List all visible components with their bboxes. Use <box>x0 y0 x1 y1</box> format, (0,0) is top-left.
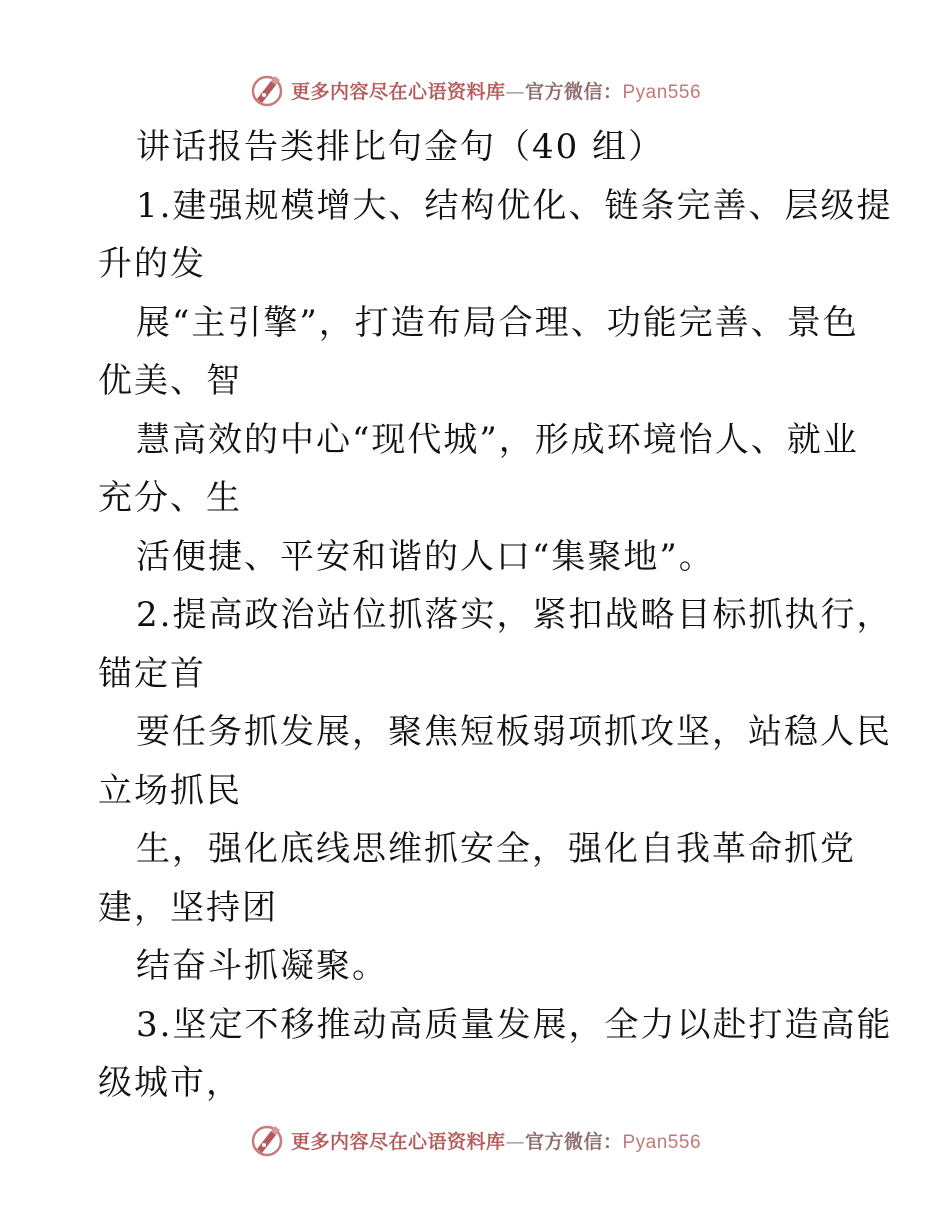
footer-banner <box>0 1120 950 1160</box>
header-brand-text: 更多内容尽在心语资料库 <box>290 80 506 103</box>
paragraph-line: 级城市， <box>98 1063 242 1103</box>
header-separator: — <box>505 80 525 103</box>
header-contact-id: Pyan556 <box>622 81 702 103</box>
paragraph-line: 3.坚定不移推动高质量发展，全力以赴打造高能 <box>136 1004 893 1045</box>
paragraph-line: 展“主引擎”，打造布局合理、功能完善、景色 <box>136 302 859 343</box>
pen-nib-logo-icon <box>249 72 285 108</box>
header-contact-label: 官方微信： <box>524 80 623 103</box>
paragraph-line: 升的发 <box>98 244 206 284</box>
document-title: 讲话报告类排比句金句（40 组） <box>136 127 665 167</box>
footer-contact-id: Pyan556 <box>622 1131 702 1153</box>
paragraph-line: 慧高效的中心“现代城”，形成环境怡人、就业 <box>136 419 859 460</box>
header-banner <box>0 70 950 110</box>
paragraph-line: 建，坚持团 <box>98 887 278 928</box>
paragraph-line: 生，强化底线思维抓安全，强化自我革命抓党 <box>136 829 856 869</box>
paragraph-line: 活便捷、平安和谐的人口“集聚地”。 <box>136 536 715 577</box>
paragraph-line: 锚定首 <box>98 653 206 694</box>
paragraph-line: 要任务抓发展，聚焦短板弱项抓攻坚，站稳人民 <box>136 712 892 752</box>
footer-contact-label: 官方微信： <box>524 1130 623 1153</box>
footer-brand-text: 更多内容尽在心语资料库 <box>290 1130 506 1153</box>
paragraph-line: 1.建强规模增大、结构优化、链条完善、层级提 <box>136 185 893 226</box>
paragraph-line: 优美、智 <box>98 361 242 401</box>
paragraph-line: 结奋斗抓凝聚。 <box>136 946 388 986</box>
footer-separator: — <box>505 1130 525 1153</box>
document-body <box>98 118 893 1113</box>
paragraph-line: 充分、生 <box>98 478 242 518</box>
paragraph-line: 2.提高政治站位抓落实，紧扣战略目标抓执行， <box>136 595 893 635</box>
paragraph-line: 立场抓民 <box>98 770 242 811</box>
pen-nib-logo-icon <box>249 1122 285 1158</box>
